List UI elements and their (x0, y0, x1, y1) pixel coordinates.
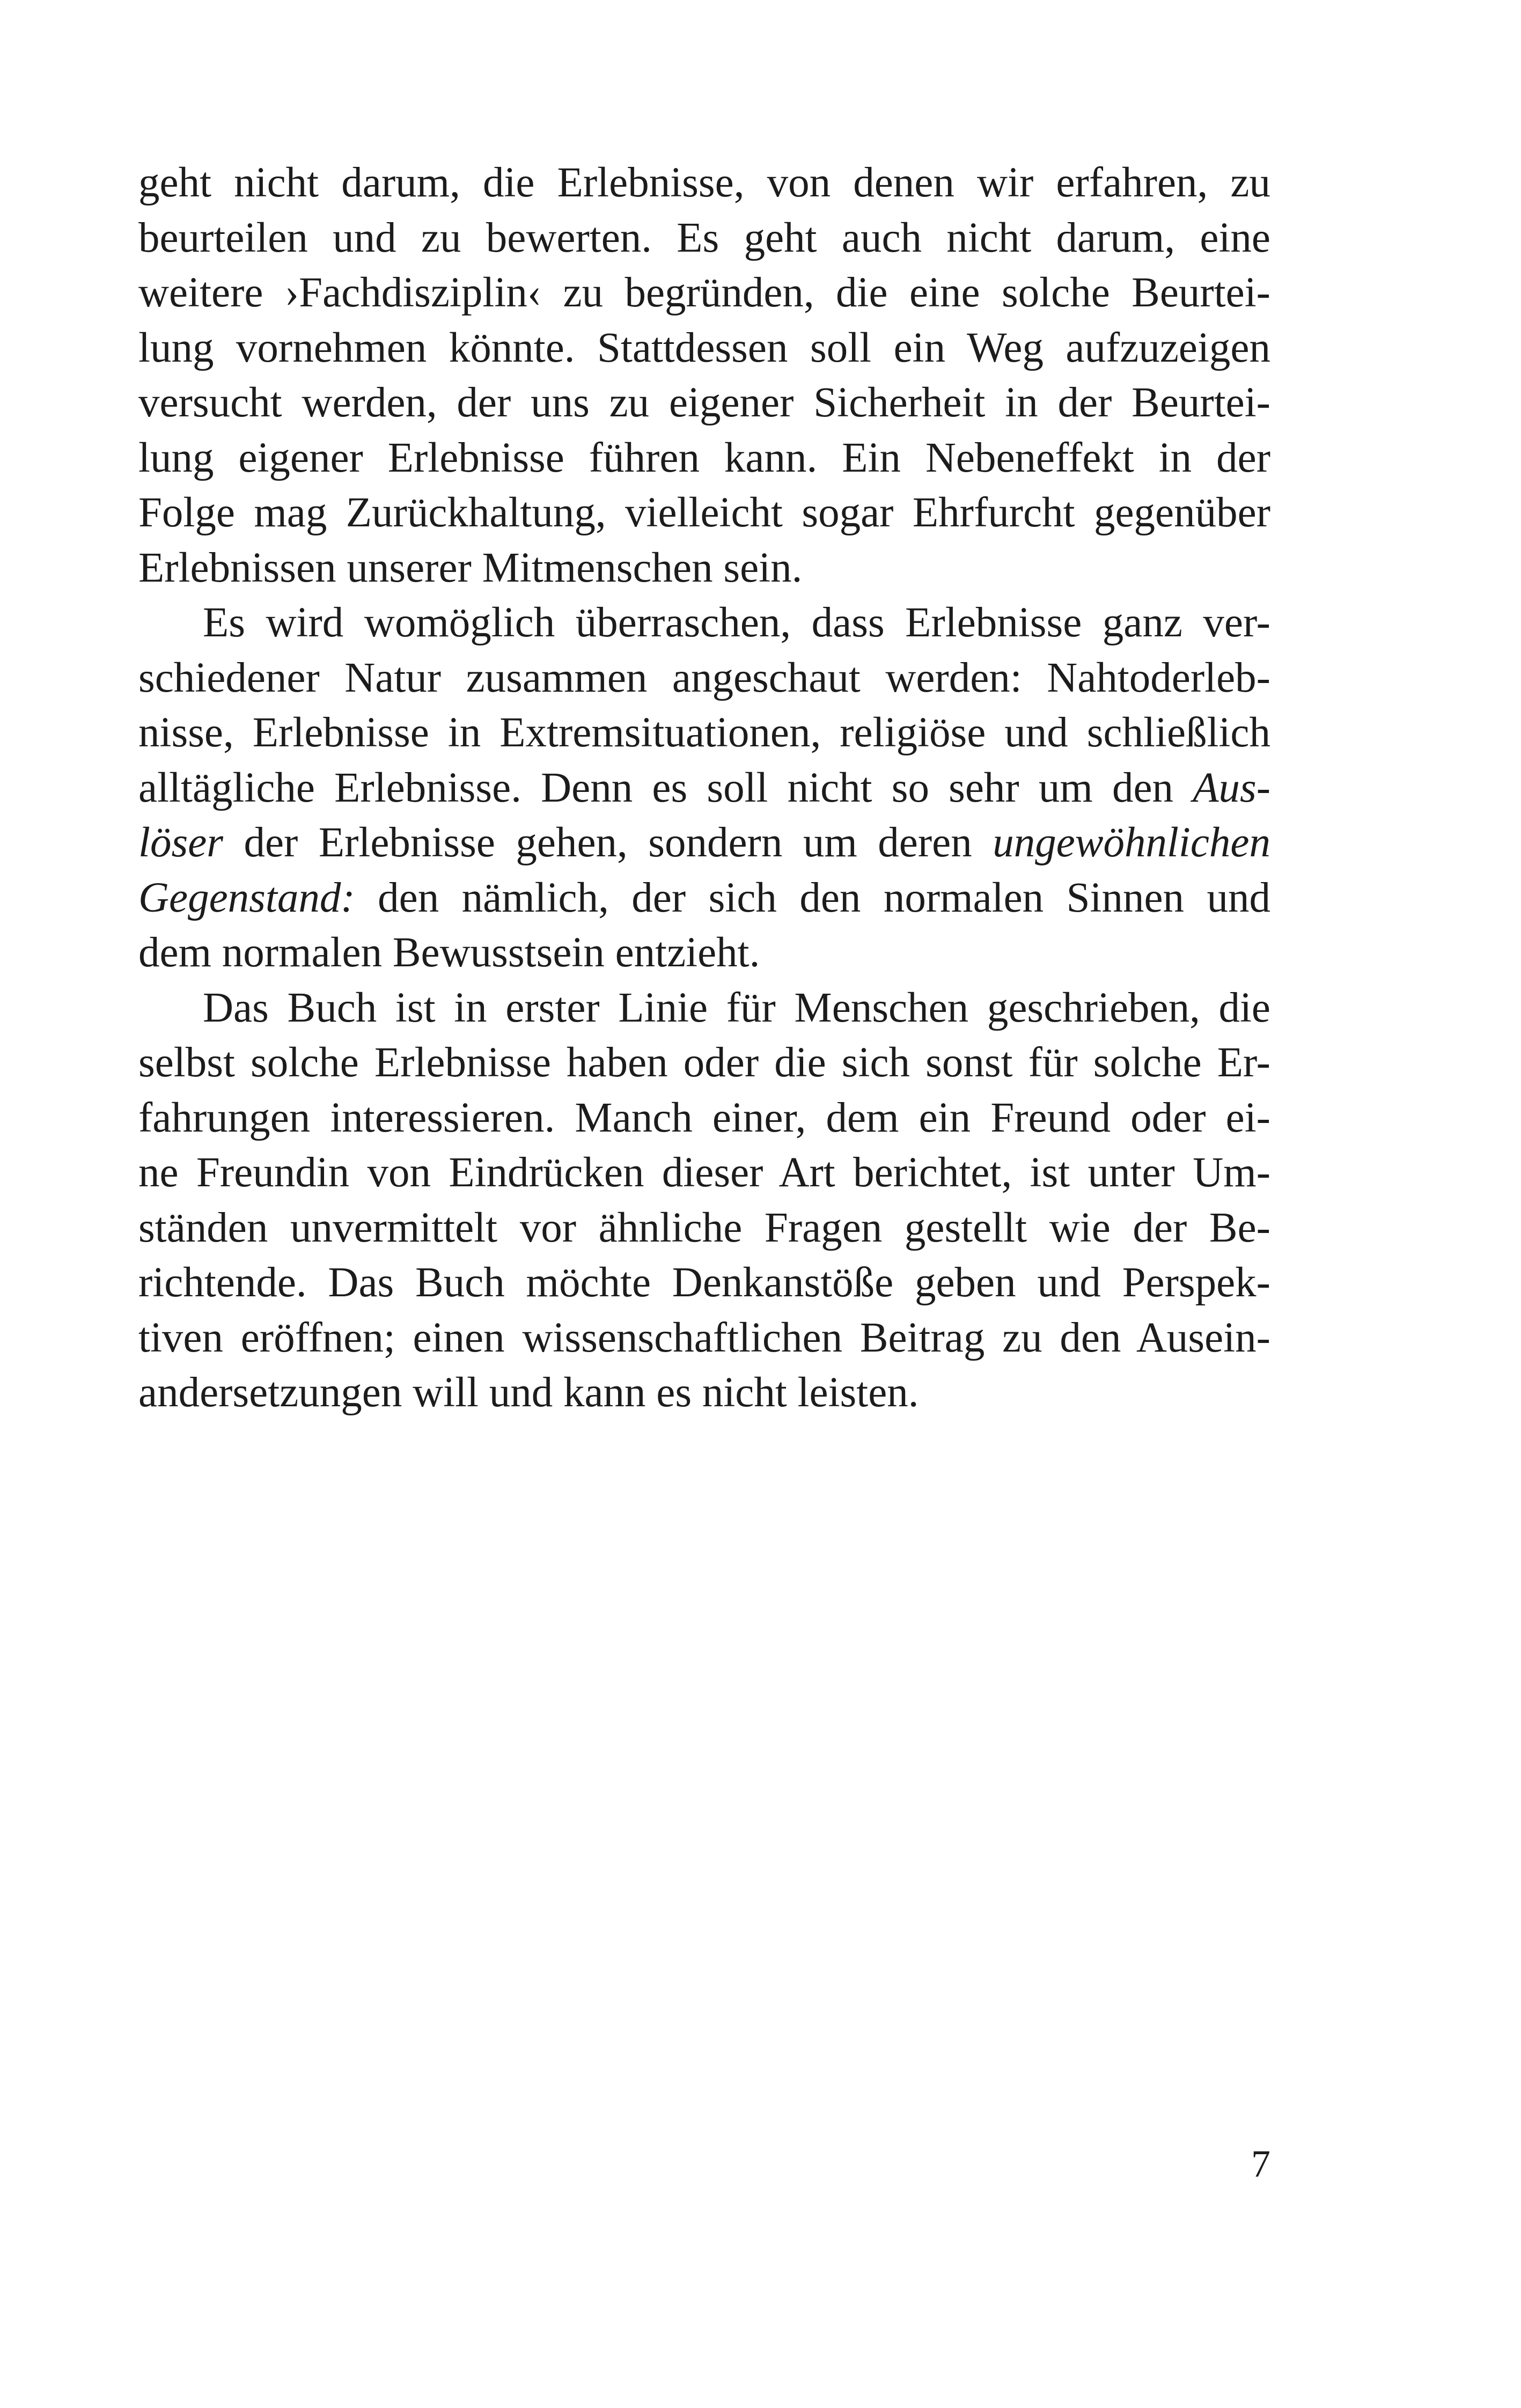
text-line (138, 1091, 1270, 1146)
text-segment: weitere ›Fachdisziplin‹ zu begründen, die eine solche Beurtei- (138, 269, 1270, 316)
body-text (138, 156, 1270, 1421)
text-line (138, 266, 1270, 321)
text-line (138, 596, 1270, 651)
text-line (138, 871, 1270, 926)
text-segment: selbst solche Erlebnisse haben oder die sich sonst für solche Er- (138, 1039, 1270, 1086)
text-line (138, 1365, 1270, 1421)
text-segment: ne Freundin von Eindrücken dieser Art berichtet, ist unter Um- (138, 1149, 1270, 1196)
page-number: 7 (1251, 2142, 1270, 2185)
text-segment: geht nicht darum, die Erlebnisse, von denen wir erfahren, zu (138, 159, 1270, 206)
text-segment: lung vornehmen könnte. Stattdessen soll ein Weg aufzuzeigen (138, 324, 1270, 371)
italic-text: ungewöhnlichen (993, 819, 1270, 866)
text-line (138, 376, 1270, 431)
text-line (138, 651, 1270, 706)
text-segment: richtende. Das Buch möchte Denkanstöße geben und Perspek- (138, 1259, 1270, 1306)
text-segment: versucht werden, der uns zu eigener Sicherheit in der Beurtei- (138, 379, 1270, 426)
text-line (138, 1201, 1270, 1256)
text-line (138, 156, 1270, 211)
paragraph (138, 981, 1270, 1421)
text-segment: lung eigener Erlebnisse führen kann. Ein Nebeneffekt in der (138, 434, 1270, 481)
italic-text: Gegenstand: (138, 874, 355, 921)
paragraph (138, 156, 1270, 596)
text-segment: alltägliche Erlebnisse. Denn es soll nicht so sehr um den (138, 764, 1193, 811)
italic-text: Aus- (1193, 764, 1270, 811)
text-segment: ständen unvermittelt vor ähnliche Fragen gestellt wie der Be- (138, 1204, 1270, 1251)
text-segment: Das Buch ist in erster Linie für Menschen geschrieben, die (203, 984, 1270, 1031)
paragraph (138, 596, 1270, 981)
text-segment: nisse, Erlebnisse in Extremsituationen, religiöse und schließlich (138, 709, 1270, 756)
text-line (138, 706, 1270, 761)
text-line (138, 761, 1270, 816)
text-line (138, 321, 1270, 376)
text-segment: andersetzungen will und kann es nicht leisten. (138, 1369, 919, 1416)
text-segment: schiedener Natur zusammen angeschaut werden: Nahtoderleb- (138, 654, 1270, 701)
text-segment: den nämlich, der sich den normalen Sinnen und (355, 874, 1270, 921)
text-segment: Folge mag Zurückhaltung, vielleicht sogar Ehrfurcht gegenüber (138, 489, 1270, 536)
text-segment: dem normalen Bewusstsein entzieht. (138, 929, 760, 976)
text-line (138, 1036, 1270, 1091)
text-line (138, 1256, 1270, 1311)
text-segment: der Erlebnisse gehen, sondern um deren (223, 819, 993, 866)
text-line (138, 431, 1270, 486)
text-line (138, 926, 1270, 981)
text-line (138, 541, 1270, 596)
italic-text: löser (138, 819, 223, 866)
text-segment: Es wird womöglich überraschen, dass Erlebnisse ganz ver- (203, 599, 1270, 646)
text-line (138, 1146, 1270, 1201)
text-line (138, 816, 1270, 871)
text-segment: tiven eröffnen; einen wissenschaftlichen Beitrag zu den Ausein- (138, 1314, 1270, 1361)
text-line (138, 981, 1270, 1036)
text-line (138, 211, 1270, 266)
text-segment: Erlebnissen unserer Mitmenschen sein. (138, 544, 803, 591)
text-line (138, 486, 1270, 541)
text-segment: fahrungen interessieren. Manch einer, dem ein Freund oder ei- (138, 1094, 1270, 1141)
text-line (138, 1311, 1270, 1366)
text-segment: beurteilen und zu bewerten. Es geht auch nicht darum, eine (138, 214, 1270, 261)
